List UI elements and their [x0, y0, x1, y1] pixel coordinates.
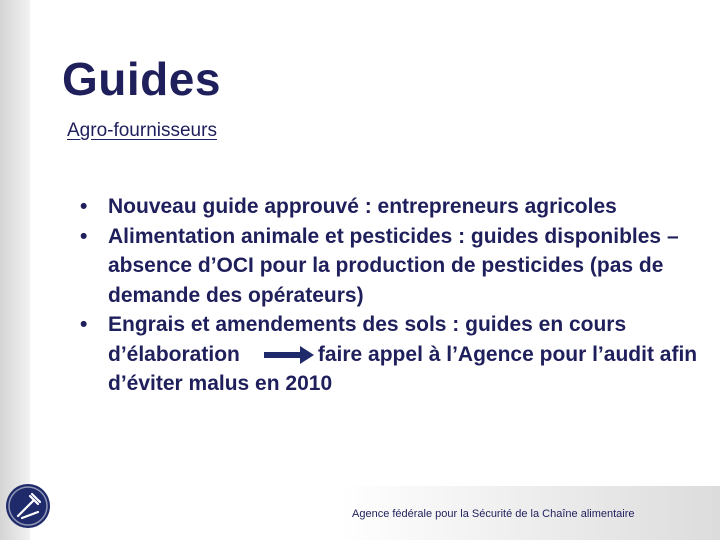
bullet-text: Nouveau guide approuvé : entrepreneurs agricoles	[108, 195, 617, 218]
bullet-item	[80, 192, 710, 222]
bullet-list	[80, 192, 710, 399]
slide-title: Guides	[62, 53, 221, 105]
bullet-dot: •	[80, 313, 88, 336]
slide-subtitle: Agro-fournisseurs	[67, 120, 217, 141]
bullet-item	[80, 222, 710, 311]
agency-logo-icon	[4, 482, 52, 530]
bullet-item	[80, 310, 710, 399]
bullet-dot: •	[80, 195, 88, 218]
bullet-text: faire appel à l’Agence pour l’audit afin d’éviter malus en 2010	[108, 342, 698, 395]
footer-agency-name: Agence fédérale pour la Sécurité de la Chaîne alimentaire	[352, 508, 635, 520]
right-arrow-icon	[264, 346, 314, 364]
left-decorative-band	[0, 0, 30, 540]
bullet-dot: •	[80, 224, 88, 248]
bullet-text: Engrais et amendements des sols : guides en cours d’élaboration	[108, 313, 627, 366]
bullet-text: Alimentation animale et pesticides : guides disponibles – absence d’OCI pour la production de pesticides (pas de demande des opérateurs)	[108, 224, 679, 307]
